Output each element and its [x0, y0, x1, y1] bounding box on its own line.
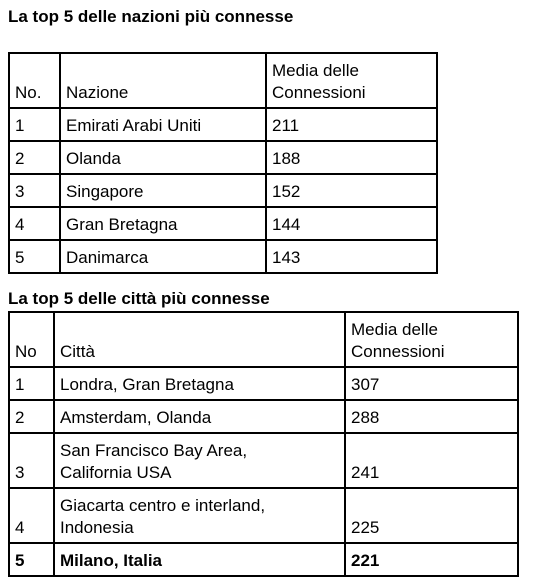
header-cell-connections: Media delle Connessioni — [345, 312, 518, 367]
connections-cell: 225 — [345, 488, 518, 543]
rank-cell: 2 — [9, 141, 60, 174]
connections-cell: 188 — [266, 141, 437, 174]
nation-cell: Danimarca — [60, 240, 266, 273]
table-header-row — [9, 312, 518, 367]
nation-cell: Singapore — [60, 174, 266, 207]
table-row — [9, 174, 437, 207]
nation-cell: Gran Bretagna — [60, 207, 266, 240]
table-row — [9, 240, 437, 273]
nation-cell: Olanda — [60, 141, 266, 174]
rank-cell: 4 — [9, 488, 54, 543]
header-cell-number: No. — [9, 53, 60, 108]
rank-cell: 2 — [9, 400, 54, 433]
rank-cell: 3 — [9, 433, 54, 488]
table-row — [9, 108, 437, 141]
connections-cell: 152 — [266, 174, 437, 207]
rank-cell: 1 — [9, 108, 60, 141]
city-cell: Milano, Italia — [54, 543, 345, 576]
table-header-row — [9, 53, 437, 108]
header-cell-nation: Nazione — [60, 53, 266, 108]
table-row — [9, 207, 437, 240]
city-cell: San Francisco Bay Area, California USA — [54, 433, 345, 488]
connections-cell: 143 — [266, 240, 437, 273]
table-row — [9, 433, 518, 488]
cities-table-title: La top 5 delle città più connesse — [8, 289, 270, 308]
nations-table — [8, 52, 438, 274]
table-row — [9, 400, 518, 433]
city-cell: Londra, Gran Bretagna — [54, 367, 345, 400]
table-row — [9, 488, 518, 543]
connections-cell: 288 — [345, 400, 518, 433]
connections-cell: 221 — [345, 543, 518, 576]
table-row — [9, 141, 437, 174]
connections-cell: 241 — [345, 433, 518, 488]
connections-cell: 211 — [266, 108, 437, 141]
city-cell: Amsterdam, Olanda — [54, 400, 345, 433]
header-cell-number: No — [9, 312, 54, 367]
header-cell-connections: Media delle Connessioni — [266, 53, 437, 108]
nation-cell: Emirati Arabi Uniti — [60, 108, 266, 141]
cities-table — [8, 311, 519, 577]
city-cell: Giacarta centro e interland, Indonesia — [54, 488, 345, 543]
header-cell-city: Città — [54, 312, 345, 367]
rank-cell: 5 — [9, 543, 54, 576]
connections-cell: 307 — [345, 367, 518, 400]
connections-cell: 144 — [266, 207, 437, 240]
rank-cell: 1 — [9, 367, 54, 400]
table-row — [9, 367, 518, 400]
nations-table-title: La top 5 delle nazioni più connesse — [8, 7, 294, 26]
rank-cell: 5 — [9, 240, 60, 273]
table-row-highlighted — [9, 543, 518, 576]
rank-cell: 3 — [9, 174, 60, 207]
rank-cell: 4 — [9, 207, 60, 240]
